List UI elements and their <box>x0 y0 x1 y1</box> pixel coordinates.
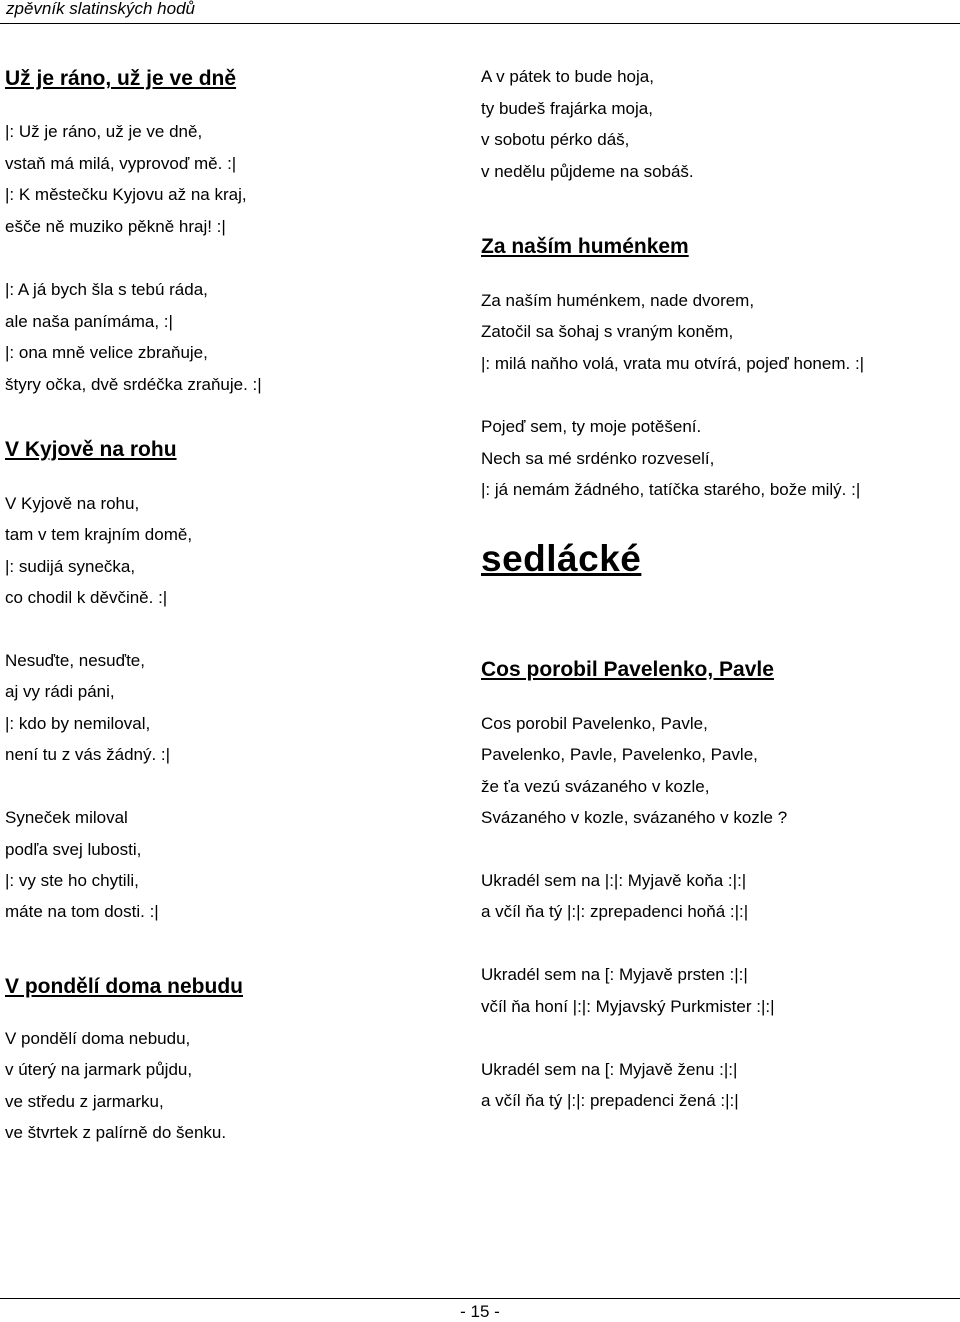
lyric-line: A v pátek to bude hoja, <box>481 67 654 86</box>
left-column <box>5 0 475 1300</box>
lyric-line: Zatočil sa šohaj s vraným koněm, <box>481 322 734 341</box>
lyric-line: Nech sa mé srdénko rozveselí, <box>481 449 715 468</box>
lyric-line: včíl ňa honí |:|: Myjavský Purkmister :|:| <box>481 997 775 1016</box>
lyric-line: V Kyjově na rohu, <box>5 494 140 513</box>
lyric-line: ve středu z jarmarku, <box>5 1092 164 1111</box>
lyric-line: Syneček miloval <box>5 808 128 827</box>
lyric-line: Ukradél sem na |:|: Myjavě koňa :|:| <box>481 871 747 890</box>
lyric-line: ty budeš frajárka moja, <box>481 99 653 118</box>
lyric-line: |: Už je ráno, už je ve dně, <box>5 122 203 141</box>
lyric-line: není tu z vás žádný. :| <box>5 745 171 764</box>
song-title: Už je ráno, už je ve dně <box>5 67 237 90</box>
lyric-line: ešče ně muziko pěkně hraj! :| <box>5 217 226 236</box>
lyric-line: |: kdo by nemiloval, <box>5 714 151 733</box>
lyric-line: Nesuďte, nesuďte, <box>5 651 145 670</box>
right-column <box>481 0 951 1300</box>
lyric-line: |: já nemám žádného, tatíčka starého, bože milý. :| <box>481 480 861 499</box>
section-title: sedlácké <box>481 538 642 579</box>
lyric-line: a včíl ňa tý |:|: zprepadenci hoňá :|:| <box>481 902 749 921</box>
lyric-line: v sobotu pérko dáš, <box>481 130 630 149</box>
song-title: V pondělí doma nebudu <box>5 975 243 998</box>
lyric-line: tam v tem krajním domě, <box>5 525 193 544</box>
page-number: - 15 - <box>460 1302 500 1321</box>
song-title: Za naším huménkem <box>481 235 689 258</box>
lyric-line: že ťa vezú svázaného v kozle, <box>481 777 710 796</box>
page-header: zpěvník slatinských hodů <box>6 0 195 18</box>
lyric-line: Svázaného v kozle, svázaného v kozle ? <box>481 808 788 827</box>
lyric-line: Ukradél sem na [: Myjavě prsten :|:| <box>481 965 748 984</box>
lyric-line: |: ona mně velice zbraňuje, <box>5 343 208 362</box>
lyric-line: aj vy rádi páni, <box>5 682 115 701</box>
lyric-line: Pojeď sem, ty moje potěšení. <box>481 417 702 436</box>
lyric-line: vstaň má milá, vyprovoď mě. :| <box>5 154 237 173</box>
lyric-line: a včíl ňa tý |:|: prepadenci žená :|:| <box>481 1091 739 1110</box>
lyric-line: ale naša panímáma, :| <box>5 312 173 331</box>
lyric-line: ve štvrtek z palírně do šenku. <box>5 1123 227 1142</box>
lyric-line: |: A já bych šla s tebú ráda, <box>5 280 208 299</box>
lyric-line: v nedělu půjdeme na sobáš. <box>481 162 694 181</box>
lyric-line: |: vy ste ho chytili, <box>5 871 139 890</box>
lyric-line: v úterý na jarmark půjdu, <box>5 1060 193 1079</box>
lyric-line: máte na tom dosti. :| <box>5 902 159 921</box>
lyric-line: V pondělí doma nebudu, <box>5 1029 191 1048</box>
lyric-line: Cos porobil Pavelenko, Pavle, <box>481 714 708 733</box>
footer-divider <box>0 1298 960 1299</box>
lyric-line: |: K městečku Kyjovu až na kraj, <box>5 185 247 204</box>
lyric-line: podľa svej lubosti, <box>5 840 142 859</box>
lyric-line: štyry očka, dvě srdéčka zraňuje. :| <box>5 375 262 394</box>
song-title: V Kyjově na rohu <box>5 438 177 461</box>
lyric-line: Za naším huménkem, nade dvorem, <box>481 291 755 310</box>
lyric-line: Pavelenko, Pavle, Pavelenko, Pavle, <box>481 745 758 764</box>
lyric-line: |: sudijá synečka, <box>5 557 136 576</box>
lyric-line: Ukradél sem na [: Myjavě ženu :|:| <box>481 1060 738 1079</box>
song-title: Cos porobil Pavelenko, Pavle <box>481 658 774 681</box>
lyric-line: co chodil k děvčině. :| <box>5 588 168 607</box>
lyric-line: |: milá naňho volá, vrata mu otvírá, pojeď honem. :| <box>481 354 865 373</box>
